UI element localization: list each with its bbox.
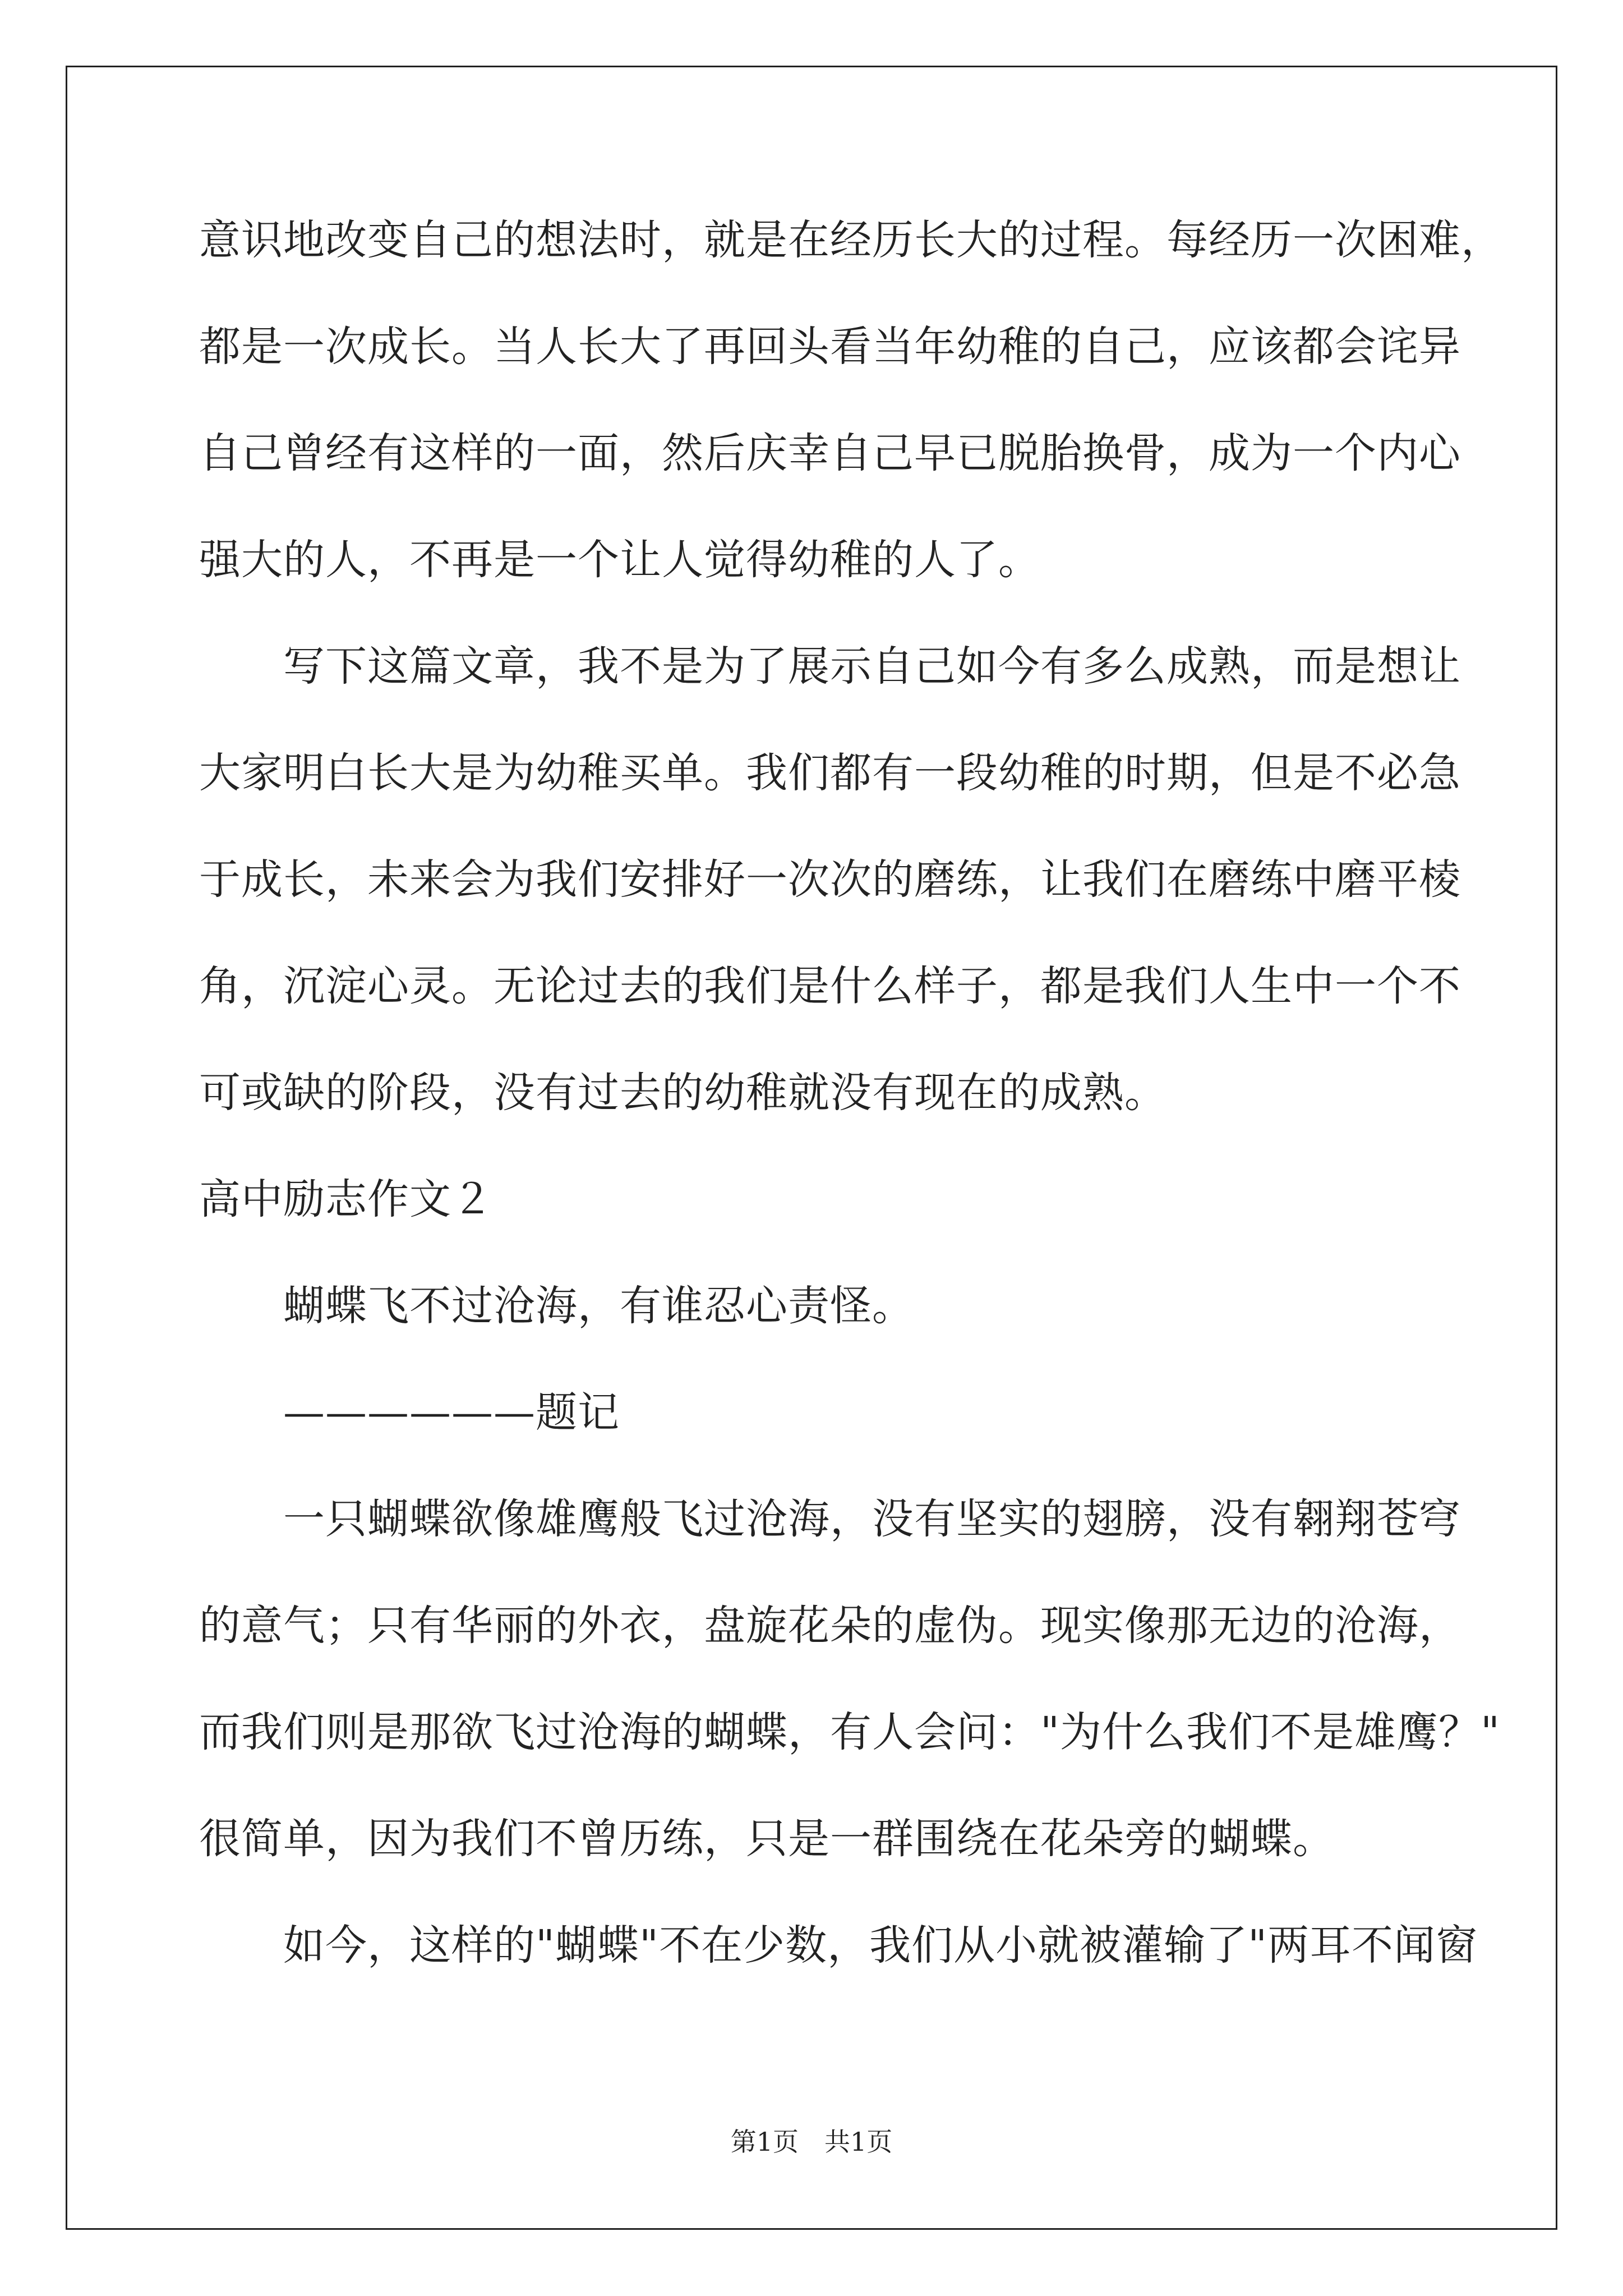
body-line-17: 如今，这样的"蝴蝶"不在少数，我们从小就被灌输了"两耳不闻窗 bbox=[199, 1921, 1478, 1970]
body-line-3: 自己曾经有这样的一面，然后庆幸自己早已脱胎换骨，成为一个内心 bbox=[199, 429, 1461, 477]
epigraph-line: 蝴蝶飞不过沧海，有谁忍心责怪。 bbox=[199, 1282, 914, 1330]
body-line-2: 都是一次成长。当人长大了再回头看当年幼稚的自己，应该都会诧异 bbox=[199, 323, 1461, 371]
body-line-5: 写下这篇文章，我不是为了展示自己如今有多么成熟，而是想让 bbox=[199, 642, 1461, 691]
body-line-15: 而我们则是那欲飞过沧海的蝴蝶，有人会问："为什么我们不是雄鹰？" bbox=[199, 1708, 1501, 1756]
body-line-1: 意识地改变自己的想法时，就是在经历长大的过程。每经历一次困难， bbox=[199, 216, 1503, 264]
body-line-14: 的意气；只有华丽的外衣，盘旋花朵的虚伪。现实像那无边的沧海， bbox=[199, 1602, 1461, 1650]
body-line-9: 可或缺的阶段，没有过去的幼稚就没有现在的成熟。 bbox=[199, 1069, 1166, 1117]
section-heading: 高中励志作文２ bbox=[199, 1175, 494, 1223]
page-footer: 第1页 共1页 bbox=[730, 2127, 893, 2157]
body-line-7: 于成长，未来会为我们安排好一次次的磨练，让我们在磨练中磨平棱 bbox=[199, 855, 1461, 904]
body-line-6: 大家明白长大是为幼稚买单。我们都有一段幼稚的时期，但是不必急 bbox=[199, 749, 1461, 797]
body-line-13: 一只蝴蝶欲像雄鹰般飞过沧海，没有坚实的翅膀，没有翱翔苍穹 bbox=[199, 1495, 1461, 1543]
epigraph-attribution: ——————题记 bbox=[199, 1388, 620, 1437]
body-line-16: 很简单，因为我们不曾历练，只是一群围绕在花朵旁的蝴蝶。 bbox=[199, 1815, 1335, 1863]
body-line-8: 角，沉淀心灵。无论过去的我们是什么样子，都是我们人生中一个不 bbox=[199, 962, 1461, 1010]
body-line-4: 强大的人，不再是一个让人觉得幼稚的人了。 bbox=[199, 536, 1040, 584]
page-border bbox=[66, 66, 1557, 2230]
